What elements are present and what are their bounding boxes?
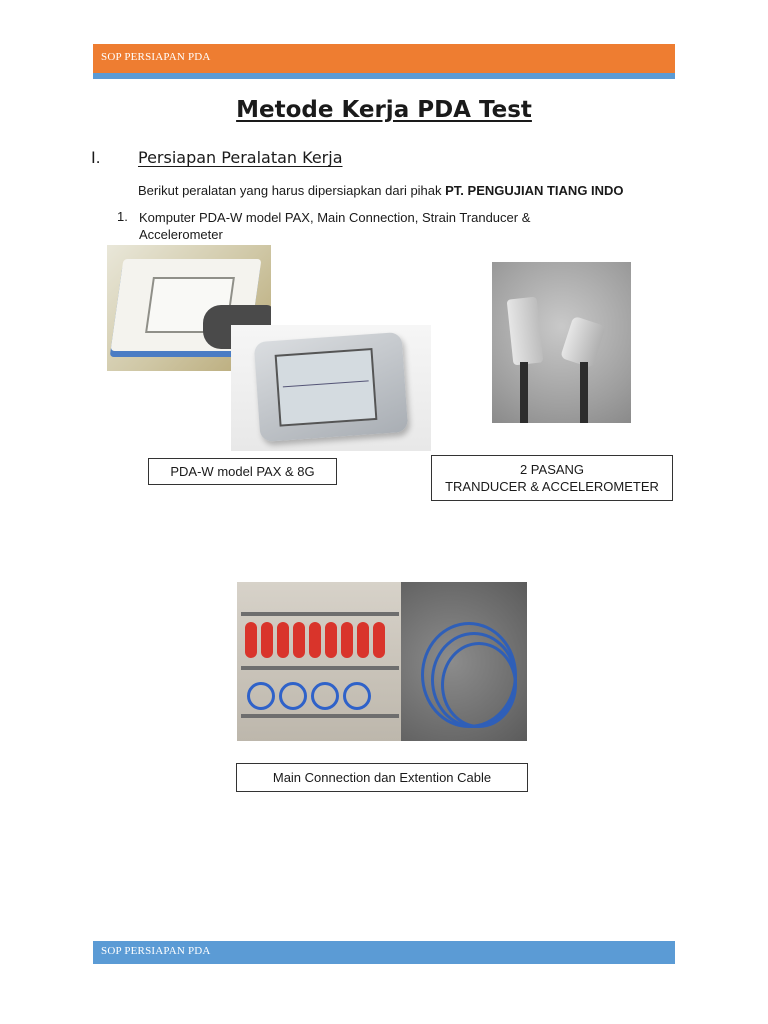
transducer-caption-line1: 2 PASANG <box>519 462 585 477</box>
footer-label: SOP PERSIAPAN PDA <box>101 945 211 957</box>
company-name: PT. PENGUJIAN TIANG INDO <box>445 183 624 198</box>
pda-caption <box>148 458 337 485</box>
transducer-caption-line2: TRANDUCER & ACCELEROMETER <box>445 479 659 494</box>
header-label: SOP PERSIAPAN PDA <box>101 51 211 63</box>
cable-caption-text: Main Connection dan Extention Cable <box>272 770 492 785</box>
intro-text: Berikut peralatan yang harus dipersiapkan dari pihak <box>138 183 446 198</box>
intro-paragraph <box>138 183 624 198</box>
main-connection-cable-photo <box>401 582 527 741</box>
section-title: Persiapan Peralatan Kerja <box>138 148 343 167</box>
pda-pax-photo <box>231 325 431 451</box>
list-item-number: 1. <box>117 209 128 224</box>
cable-shelf-photo <box>237 582 402 741</box>
pda-caption-text: PDA-W model PAX & 8G <box>170 464 315 479</box>
cable-caption <box>236 763 528 792</box>
header-underline <box>93 73 675 79</box>
page-title: Metode Kerja PDA Test <box>236 97 532 123</box>
transducer-photo <box>492 262 631 423</box>
list-item-text: Komputer PDA-W model PAX, Main Connection, Strain Tranducer & Accelerometer <box>139 210 531 242</box>
section-number: I. <box>91 148 101 167</box>
transducer-caption <box>431 455 673 501</box>
